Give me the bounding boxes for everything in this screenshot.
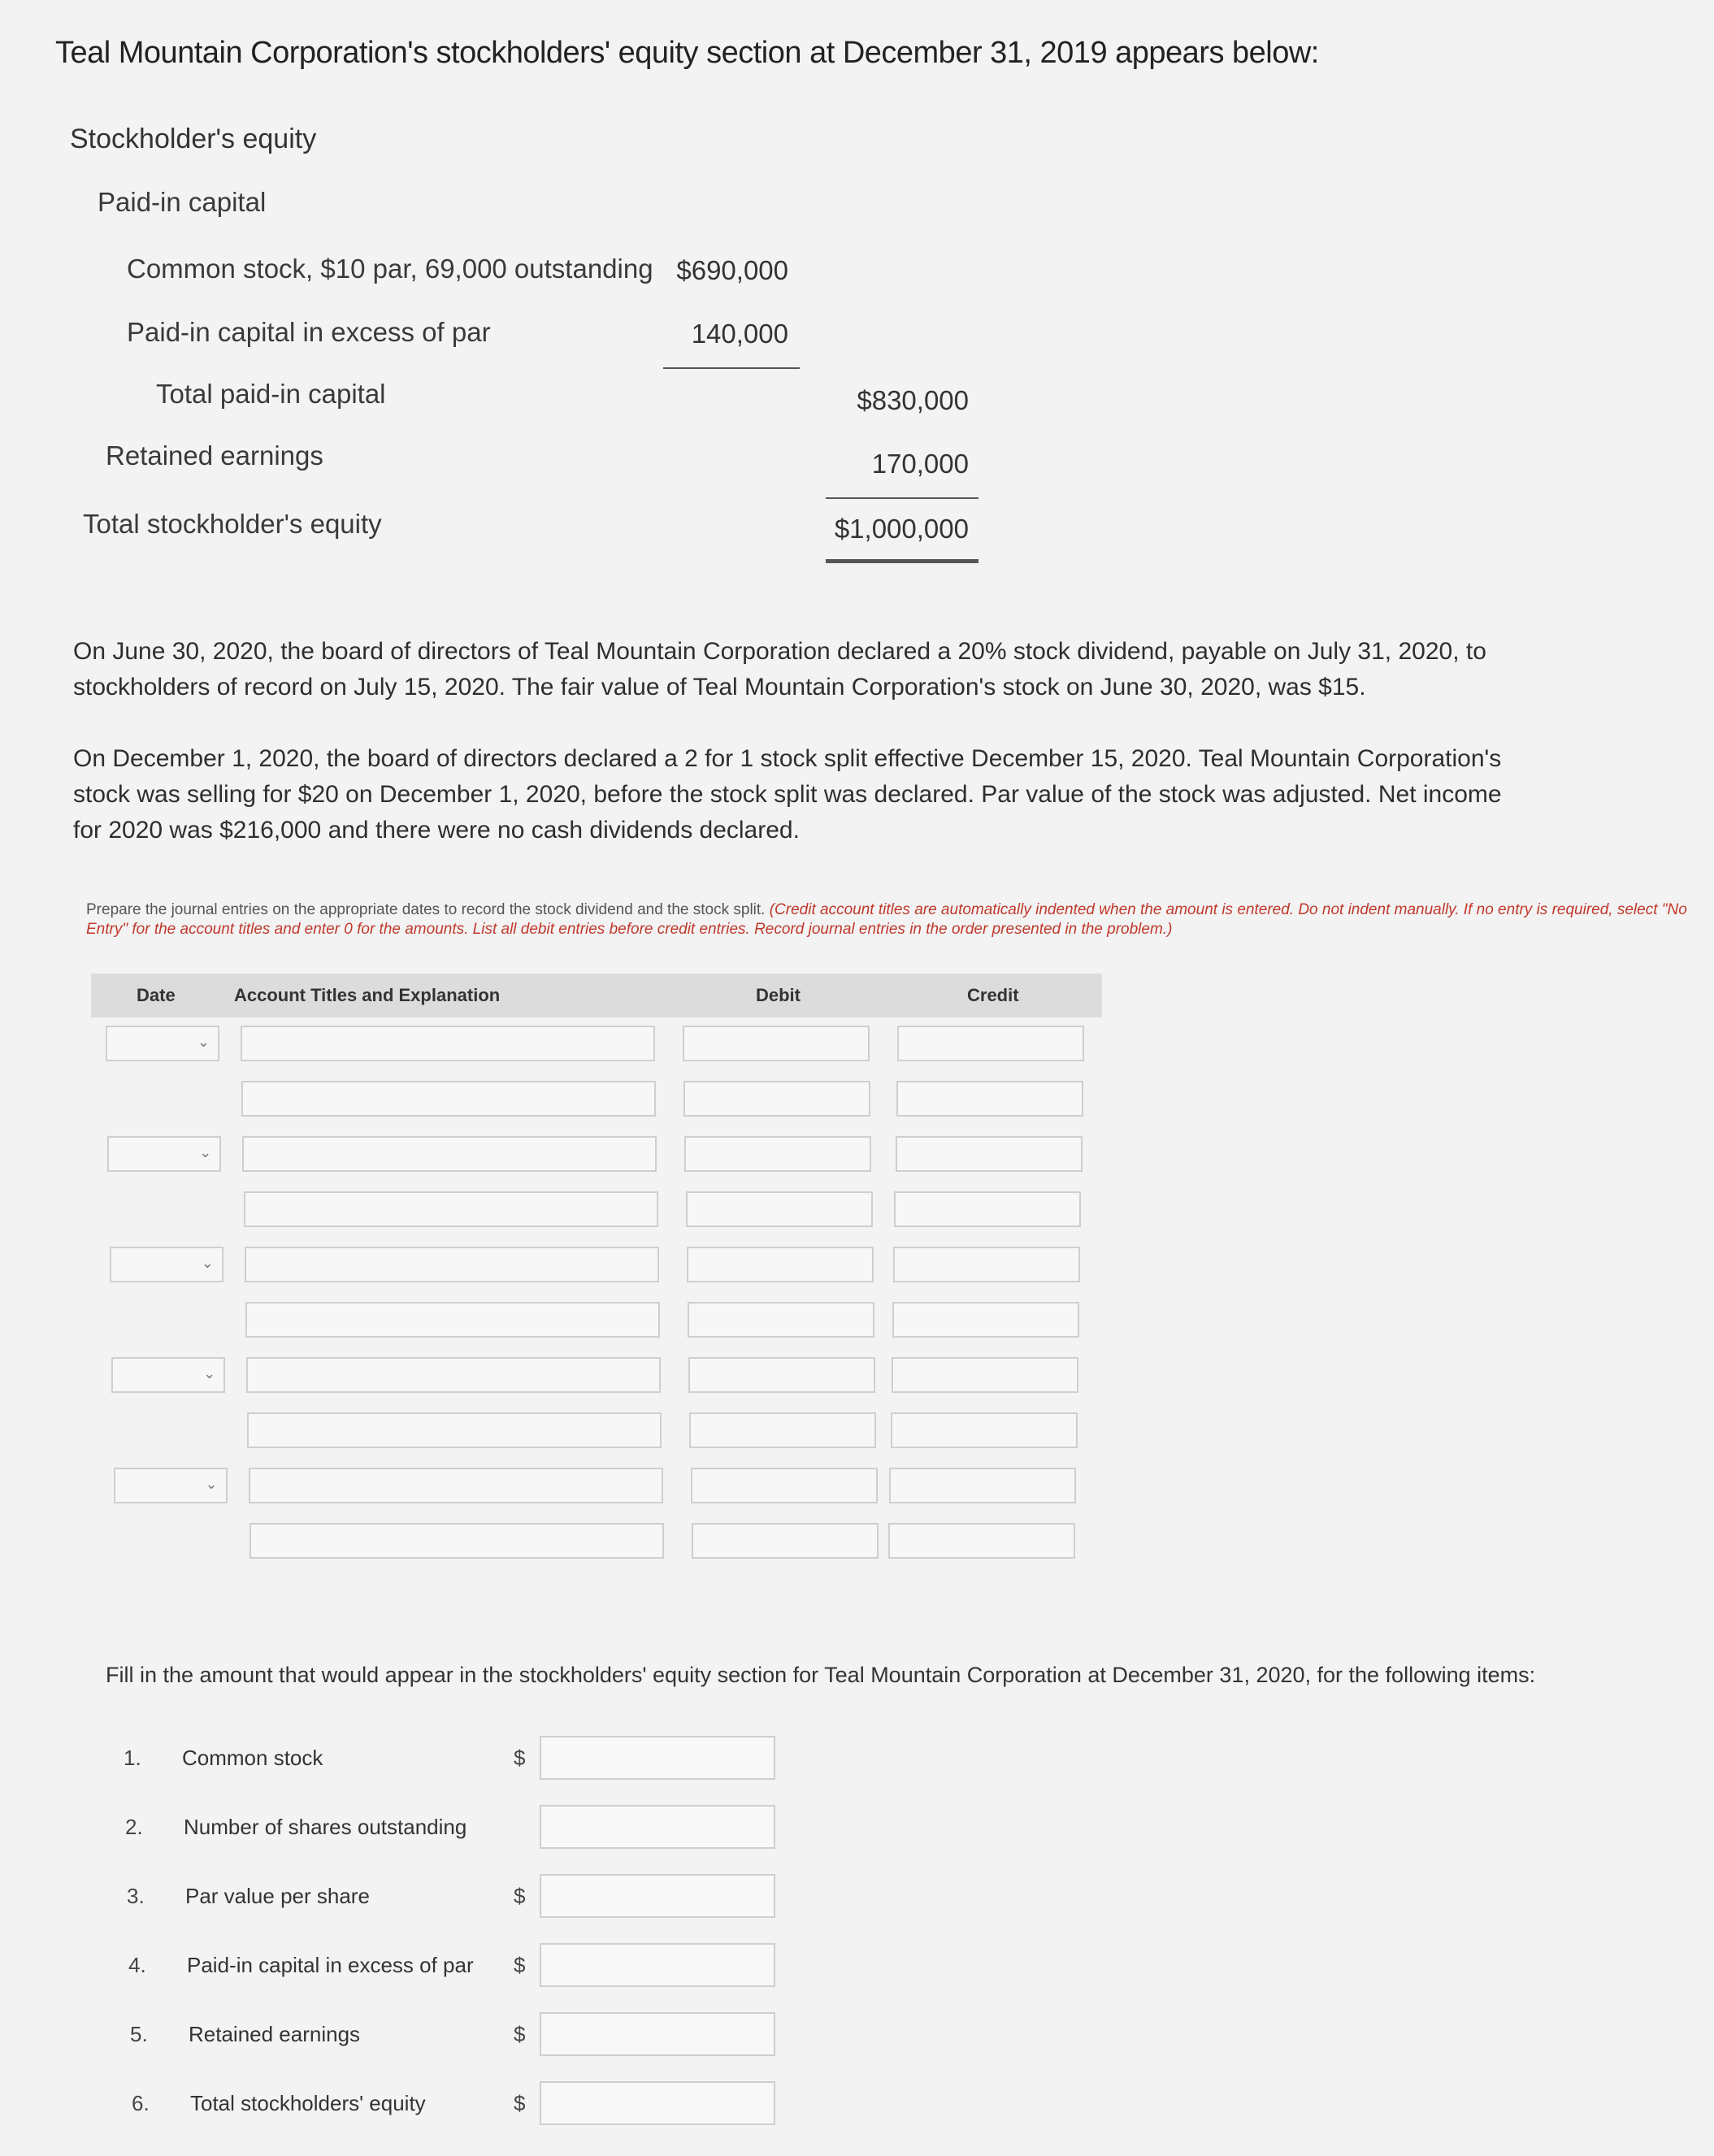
account-title-input[interactable]: [241, 1026, 655, 1061]
paid-in-capital-label: Paid-in capital: [98, 187, 267, 217]
pic-excess-value: 140,000: [691, 319, 788, 349]
account-title-input[interactable]: [250, 1523, 664, 1559]
dollar-sign: $: [514, 2091, 526, 2115]
total-pic-value: $830,000: [857, 385, 969, 415]
double-underline: [826, 559, 978, 563]
paragraph-split: On December 1, 2020, the board of directors declared a 2 for 1 stock split effective December 15, 2020. Teal Mountain Corporation's stock was selling for $20 on December 1, 2020, before the stock split was declared. Par value of the stock was adjusted. Net income for 2020 was $216,000 and there were no cash dividends declared.: [73, 745, 1502, 844]
instructions-note: (Credit account titles are automatically indented when the amount is entered. Do not indent manually. If no entry is required, select "No Entry" for the account titles and enter 0 for the amounts. List all debit entries before credit entries. Record journal entries in the order presented in the problem.): [86, 901, 1687, 938]
header-debit: Debit: [756, 985, 801, 1005]
account-title-input[interactable]: [245, 1247, 659, 1282]
instructions-plain: Prepare the journal entries on the appropriate dates to record the stock dividend and the stock split.: [86, 901, 766, 918]
amount-input[interactable]: [540, 2081, 775, 2125]
item-number: 4.: [128, 1953, 146, 1977]
intro-text: Teal Mountain Corporation's stockholders' equity section at December 31, 2019 appears below:: [55, 36, 1319, 70]
item-number: 2.: [125, 1815, 143, 1839]
account-title-input[interactable]: [247, 1412, 662, 1448]
chevron-down-icon: ⌄: [205, 1476, 218, 1492]
instructions: [86, 900, 1712, 939]
item-label: Common stock: [182, 1746, 323, 1770]
amount-input[interactable]: [540, 2012, 775, 2056]
amount-input[interactable]: [540, 1874, 775, 1918]
debit-input[interactable]: [688, 1357, 875, 1393]
item-number: 5.: [130, 2022, 148, 2046]
debit-input[interactable]: [692, 1523, 879, 1559]
total-equity-label: Total stockholder's equity: [83, 509, 382, 539]
credit-input[interactable]: [892, 1357, 1078, 1393]
account-title-input[interactable]: [242, 1136, 657, 1172]
credit-input[interactable]: [891, 1412, 1078, 1448]
total-pic-label: Total paid-in capital: [156, 379, 386, 409]
subtotal-underline: [663, 367, 800, 369]
dollar-sign: $: [514, 1884, 526, 1908]
amount-input[interactable]: [540, 1805, 775, 1849]
credit-input[interactable]: [896, 1136, 1083, 1172]
account-title-input[interactable]: [249, 1468, 663, 1503]
header-account: Account Titles and Explanation: [234, 985, 501, 1005]
dollar-sign: $: [514, 1746, 526, 1770]
header-date: Date: [137, 985, 176, 1005]
item-number: 3.: [127, 1884, 145, 1908]
date-select[interactable]: [106, 1026, 219, 1061]
item-label: Paid-in capital in excess of par: [187, 1953, 474, 1977]
item-label: Par value per share: [185, 1884, 370, 1908]
credit-input[interactable]: [897, 1026, 1084, 1061]
common-stock-label: Common stock, $10 par, 69,000 outstanding: [127, 254, 653, 284]
debit-input[interactable]: [689, 1412, 876, 1448]
item-number: 6.: [132, 2091, 150, 2115]
retained-earnings-value: 170,000: [871, 449, 969, 479]
credit-input[interactable]: [889, 1468, 1076, 1503]
debit-input[interactable]: [684, 1136, 871, 1172]
account-title-input[interactable]: [244, 1191, 658, 1227]
account-title-input[interactable]: [246, 1357, 661, 1393]
header-credit: Credit: [967, 985, 1019, 1005]
item-label: Number of shares outstanding: [184, 1815, 467, 1839]
amount-input[interactable]: [540, 1943, 775, 1987]
chevron-down-icon: ⌄: [199, 1144, 212, 1160]
date-select[interactable]: [110, 1247, 223, 1282]
date-select[interactable]: [111, 1357, 225, 1393]
journal-table: [91, 974, 1102, 1017]
chevron-down-icon: ⌄: [197, 1034, 210, 1050]
debit-input[interactable]: [687, 1247, 874, 1282]
item-label: Total stockholders' equity: [190, 2091, 426, 2115]
pic-excess-label: Paid-in capital in excess of par: [127, 317, 491, 347]
chevron-down-icon: ⌄: [203, 1365, 216, 1382]
credit-input[interactable]: [894, 1191, 1081, 1227]
journal-header: [91, 974, 1102, 1017]
credit-input[interactable]: [892, 1302, 1079, 1338]
debit-input[interactable]: [691, 1468, 878, 1503]
total-underline: [826, 497, 978, 499]
debit-input[interactable]: [686, 1191, 873, 1227]
account-title-input[interactable]: [245, 1302, 660, 1338]
retained-earnings-label: Retained earnings: [106, 440, 323, 471]
debit-input[interactable]: [688, 1302, 874, 1338]
credit-input[interactable]: [893, 1247, 1080, 1282]
debit-input[interactable]: [683, 1081, 870, 1117]
debit-input[interactable]: [683, 1026, 870, 1061]
amount-input[interactable]: [540, 1736, 775, 1780]
fill-intro: Fill in the amount that would appear in the stockholders' equity section for Teal Mountain Corporation at December 31, 2020, for the following items:: [106, 1663, 1536, 1687]
paragraph-dividend: On June 30, 2020, the board of directors of Teal Mountain Corporation declared a 20% stock dividend, payable on July 31, 2020, to stockholders of record on July 15, 2020. The fair value of Teal Mountain Corporation's stock on June 30, 2020, was $15.: [73, 638, 1486, 701]
credit-input[interactable]: [888, 1523, 1075, 1559]
credit-input[interactable]: [896, 1081, 1083, 1117]
account-title-input[interactable]: [241, 1081, 656, 1117]
item-number: 1.: [124, 1746, 141, 1770]
chevron-down-icon: ⌄: [201, 1255, 214, 1271]
common-stock-value: $690,000: [676, 255, 788, 285]
total-equity-value: $1,000,000: [834, 514, 969, 544]
date-select[interactable]: [107, 1136, 221, 1172]
dollar-sign: $: [514, 2022, 526, 2046]
dollar-sign: $: [514, 1953, 526, 1977]
equity-heading: Stockholder's equity: [70, 124, 317, 154]
item-label: Retained earnings: [189, 2022, 361, 2046]
date-select[interactable]: [114, 1468, 228, 1503]
